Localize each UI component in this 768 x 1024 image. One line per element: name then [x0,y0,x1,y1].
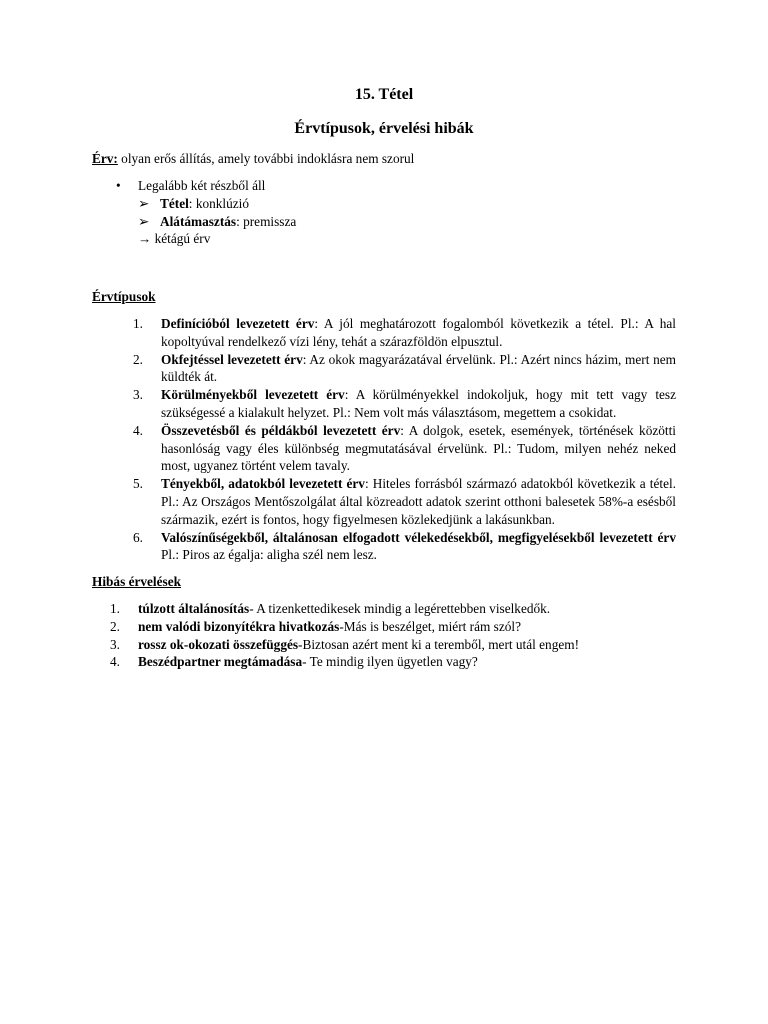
list-term: nem valódi bizonyítékra hivatkozás [138,618,340,634]
list-text: - A tizenkettedikesek mindig a legérettebben viselkedők. [249,601,551,616]
list-number: 2. [110,618,120,634]
sub-item-term: Tétel [160,195,189,211]
list-term: Valószínűségekből, általánosan elfogadott vélekedésekből, megfigyelésekből levezetett érv [161,529,676,545]
list-text: : A jól meghatározott fogalomból következik a tétel. Pl.: A hal kopoltyúval rendelkező vízi lény, tehát a szárazföldön elpusztul. [161,316,677,349]
sub-item-text: : konklúzió [188,195,249,211]
list-number: 5. [133,476,143,492]
bullet-text: Legalább két részből áll [138,178,266,193]
list-term: Beszédpartner megtámadása [138,654,303,670]
list-item [110,618,670,636]
list-text: -Biztosan azért ment ki a teremből, mert utál engem! [298,636,580,652]
chevron-icon: ➢ [138,195,150,211]
types-list [133,315,676,564]
list-item [133,529,676,565]
list-number: 2. [133,351,143,367]
list-term: Okfejtéssel levezetett érv [161,351,303,367]
arrow-text: kétágú érv [154,231,211,247]
list-item [110,653,670,671]
list-item [133,386,676,422]
list-term: Tényekből, adatokból levezetett érv [161,476,365,492]
list-number: 4. [133,422,143,438]
section-heading-hibas-ervelesek: Hibás érvelések [92,574,182,589]
list-term: Összevetésből és példákból levezetett érv [161,422,401,438]
list-item [133,351,676,387]
list-number: 4. [110,654,120,670]
document-subtitle: Érvtípusok, érvelési hibák [294,120,474,137]
list-number: 1. [110,601,120,616]
list-text: : Hiteles forrásból származó adatokból következik a tétel. Pl.: Az Országos Mentőszolgálat által közreadott adatok szerint otthoni balesetek 58%-a esésből származik, ezért is fontos, hogy figyelmesen közlekedjünk a lakásunkban. [161,476,676,527]
arrow-item [110,230,296,248]
list-term: Körülményekből levezetett érv [161,387,345,403]
erv-definition [92,150,414,168]
list-item [133,315,676,351]
erv-definition-text: olyan erős állítás, amely további indoklásra nem szorul [117,151,415,166]
list-item [133,422,676,475]
list-text: Pl.: Piros az égalja: aligha szél nem lesz. [161,547,378,563]
bullet-item [110,177,296,195]
list-item [110,600,670,618]
sub-item-tetel [110,195,296,213]
list-term: Definícióból levezetett érv [161,316,315,331]
list-item [133,475,676,528]
list-number: 3. [133,387,143,403]
list-text: : A körülményekkel indokoljuk, hogy mit tett vagy tesz szükségessé a kialakult helyzet. Pl.: Nem volt más választásom, megettem a csokidat. [161,387,676,420]
chevron-icon: ➢ [138,213,150,229]
list-text: : A dolgok, esetek, események, történések közötti hasonlóság vagy éles különbség megmutatásával érvelünk. Pl.: Tudom, milyen nehéz neked most, ugyanez történt velem tavaly. [161,422,676,474]
list-term: túlzott általánosítás [138,601,250,616]
list-number: 6. [133,529,143,545]
section-heading-ervtipusok: Érvtípusok [92,289,156,304]
list-term: rossz ok-okozati összefüggés [138,636,299,652]
list-text: : Az okok magyarázatával érvelünk. Pl.: Azért nincs házim, mert nem küldték át. [161,351,677,385]
list-text: - Te mindig ilyen ügyetlen vagy? [302,654,478,670]
list-item [110,636,670,654]
sub-item-alatamasztas [110,213,296,231]
errors-list [110,600,670,671]
sub-item-term: Alátámasztás [160,213,237,229]
list-text: -Más is beszélget, miért rám szól? [339,618,521,634]
arrow-right-icon: → [138,231,152,247]
bullet-icon: • [116,178,121,193]
list-number: 3. [110,636,120,652]
list-number: 1. [133,316,143,331]
document-title: 15. Tétel [354,86,414,103]
sub-item-text: : premissza [236,213,297,229]
bullet-list [110,177,296,248]
erv-term: Érv: [92,151,118,166]
